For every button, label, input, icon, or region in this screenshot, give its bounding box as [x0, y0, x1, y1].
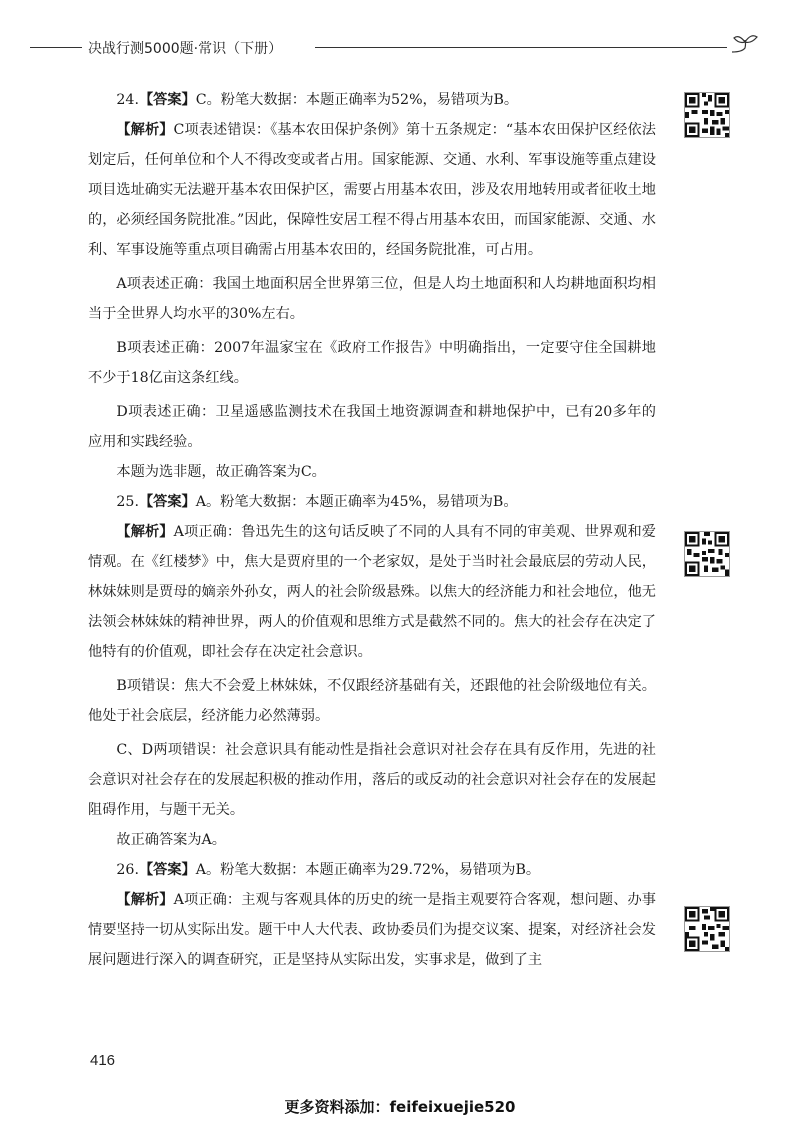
analysis-tag: 【解析】	[116, 122, 174, 138]
analysis-paragraph	[88, 517, 656, 667]
page-number: 416	[90, 1052, 116, 1069]
analysis-text: B项表述正确：2007年温家宝在《政府工作报告》中明确指出，一定要守住全国耕地不少于18亿亩这条红线。	[88, 340, 656, 386]
answer-26-line	[88, 855, 656, 885]
answer-25-line	[88, 487, 656, 517]
answer-tag: 【答案】	[138, 92, 196, 108]
analysis-paragraph	[88, 671, 656, 731]
answer-24-line	[88, 85, 656, 115]
analysis-paragraph	[88, 269, 656, 329]
running-header	[30, 36, 770, 60]
analysis-paragraph	[88, 333, 656, 393]
conclusion-paragraph	[88, 457, 656, 487]
qr-code-icon	[684, 906, 730, 952]
question-number: 26.	[116, 862, 139, 878]
header-title: 决战行测5000题·常识（下册）	[88, 41, 283, 57]
analysis-text: A项表述正确：我国土地面积居全世界第三位，但是人均土地面积和人均耕地面积均相当于全世界人均水平的30%左右。	[88, 276, 656, 322]
header-rule-left	[30, 47, 82, 48]
analysis-text: B项错误：焦大不会爱上林妹妹，不仅跟经济基础有关，还跟他的社会阶级地位有关。他处于社会底层，经济能力必然薄弱。	[88, 678, 656, 724]
analysis-text: A项正确：鲁迅先生的这句话反映了不同的人具有不同的审美观、世界观和爱情观。在《红楼梦》中，焦大是贾府里的一个老家奴，是处于当时社会最底层的劳动人民，林妹妹则是贾母的嫡亲外孙女，两人的社会阶级悬殊。以焦大的经济能力和社会地位，他无法领会林妹妹的精神世界，两人的价值观和思维方式是截然不同的。焦大的社会存在决定了他特有的价值观，即社会存在决定社会意识。	[88, 524, 656, 660]
qr-code-icon	[684, 92, 730, 138]
question-number: 25.	[116, 494, 139, 510]
header-rule-right	[315, 47, 727, 48]
analysis-text: C项表述错误：《基本农田保护条例》第十五条规定：“基本农田保护区经依法划定后，任何单位和个人不得改变或者占用。国家能源、交通、水利、军事设施等重点建设项目选址确实无法避开基本农田保护区，需要占用基本农田，涉及农用地转用或者征收土地的，必须经国务院批准。”因此，保障性安居工程不得占用基本农田，而国家能源、交通、水利、军事设施等重点项目确需占用基本农田的，经国务院批准，可占用。	[88, 122, 656, 258]
analysis-text: D项表述正确：卫星遥感监测技术在我国土地资源调查和耕地保护中，已有20多年的应用和实践经验。	[88, 404, 656, 450]
answer-tag: 【答案】	[138, 862, 196, 878]
conclusion-text: 故正确答案为A。	[116, 832, 226, 848]
answer-explanations	[88, 85, 656, 975]
analysis-text: A项正确：主观与客观具体的历史的统一是指主观要符合客观，想问题、办事情要坚持一切从实际出发。题干中人大代表、政协委员们为提交议案、提案，对经济社会发展问题进行深入的调查研究，正是坚持从实际出发，实事求是，做到了主	[88, 892, 656, 968]
question-number: 24.	[116, 92, 139, 108]
answer-text: C。粉笔大数据：本题正确率为52%，易错项为B。	[195, 92, 519, 108]
analysis-tag: 【解析】	[116, 524, 174, 540]
answer-text: A。粉笔大数据：本题正确率为45%，易错项为B。	[195, 494, 518, 510]
footer-note: 更多资料添加：feifeixuejie520	[284, 1098, 516, 1116]
sprout-icon	[730, 32, 760, 58]
analysis-paragraph	[88, 397, 656, 457]
qr-code-icon	[684, 531, 730, 577]
answer-text: A。粉笔大数据：本题正确率为29.72%，易错项为B。	[195, 862, 541, 878]
analysis-paragraph	[88, 735, 656, 825]
analysis-text: C、D两项错误：社会意识具有能动性是指社会意识对社会存在具有反作用，先进的社会意识对社会存在的发展起积极的推动作用，落后的或反动的社会意识对社会存在的发展起阻碍作用，与题干无关。	[88, 742, 656, 818]
answer-tag: 【答案】	[138, 494, 196, 510]
analysis-paragraph	[88, 885, 656, 975]
analysis-tag: 【解析】	[116, 892, 174, 908]
analysis-paragraph	[88, 115, 656, 265]
conclusion-paragraph	[88, 825, 656, 855]
conclusion-text: 本题为选非题，故正确答案为C。	[116, 464, 326, 480]
